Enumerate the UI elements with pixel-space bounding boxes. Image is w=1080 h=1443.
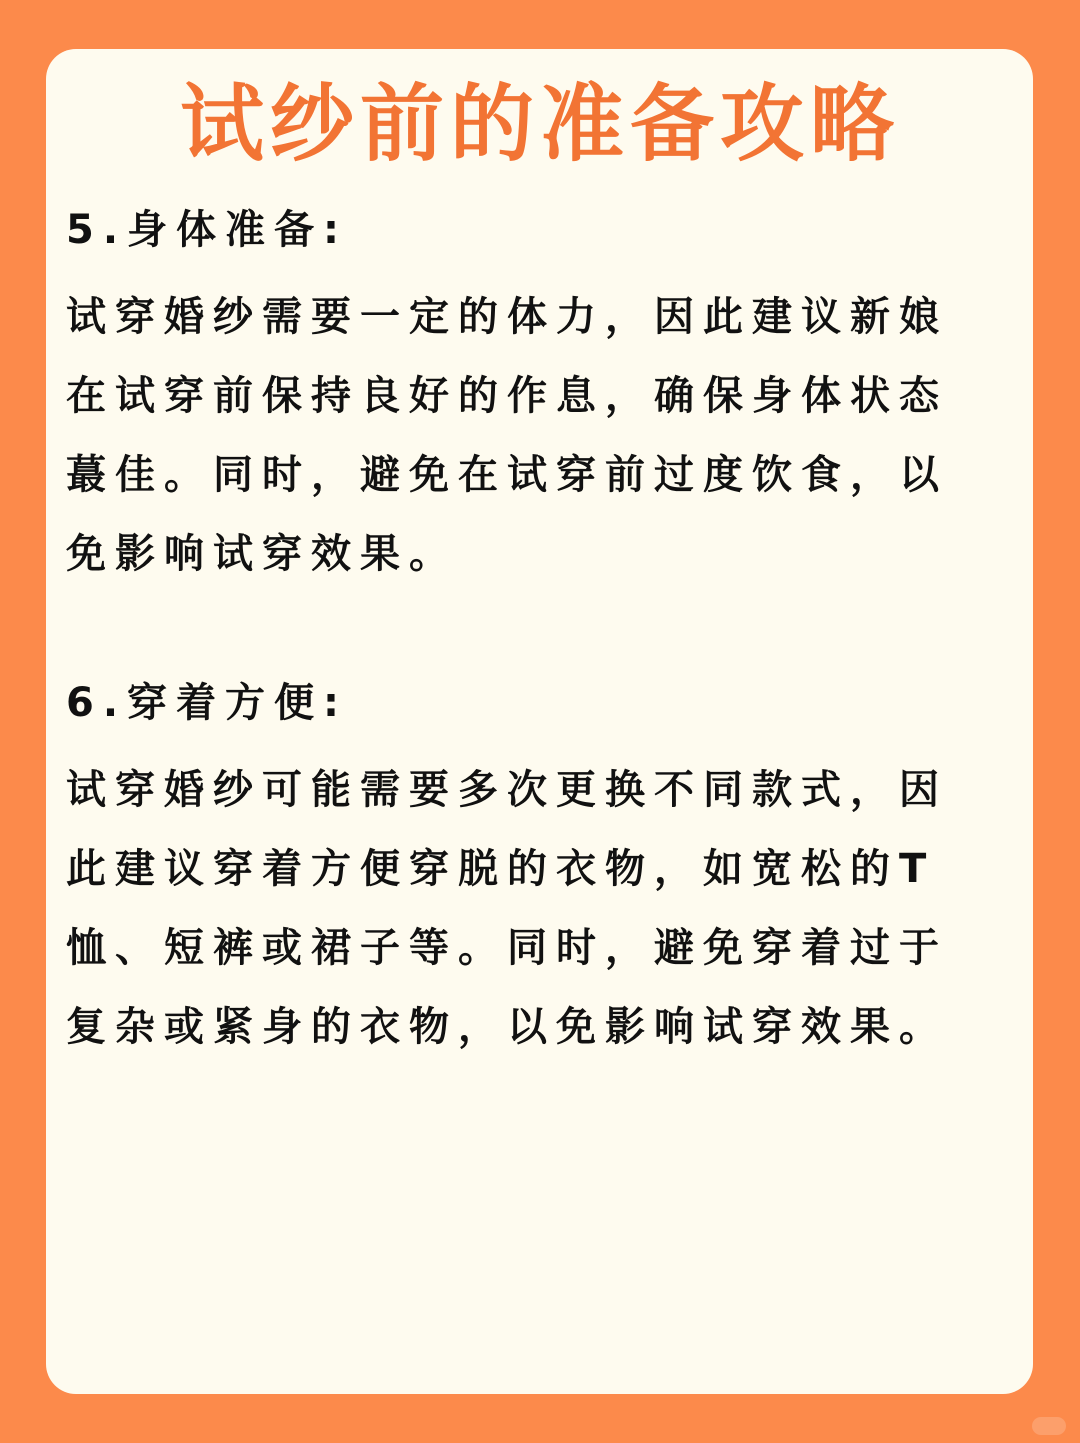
section-convenient-clothing (66, 673, 996, 1067)
page-title: 试纱前的准备攻略 (179, 75, 900, 173)
section-body: 试穿婚纱可能需要多次更换不同款式，因此建议穿着方便穿脱的衣物，如宽松的T恤、短裤或裙子等。同时，避免穿着过于复杂或紧身的衣物，以免影响试穿效果。 (66, 767, 948, 1050)
watermark (1032, 1417, 1066, 1435)
section-heading: 6.穿着方便: (66, 680, 349, 726)
section-body-preparation (66, 200, 996, 594)
section-body: 试穿婚纱需要一定的体力，因此建议新娘在试穿前保持良好的作息，确保身体状态蕞佳。同时，避免在试穿前过度饮食，以免影响试穿效果。 (66, 294, 948, 577)
section-heading: 5.身体准备: (66, 207, 349, 253)
